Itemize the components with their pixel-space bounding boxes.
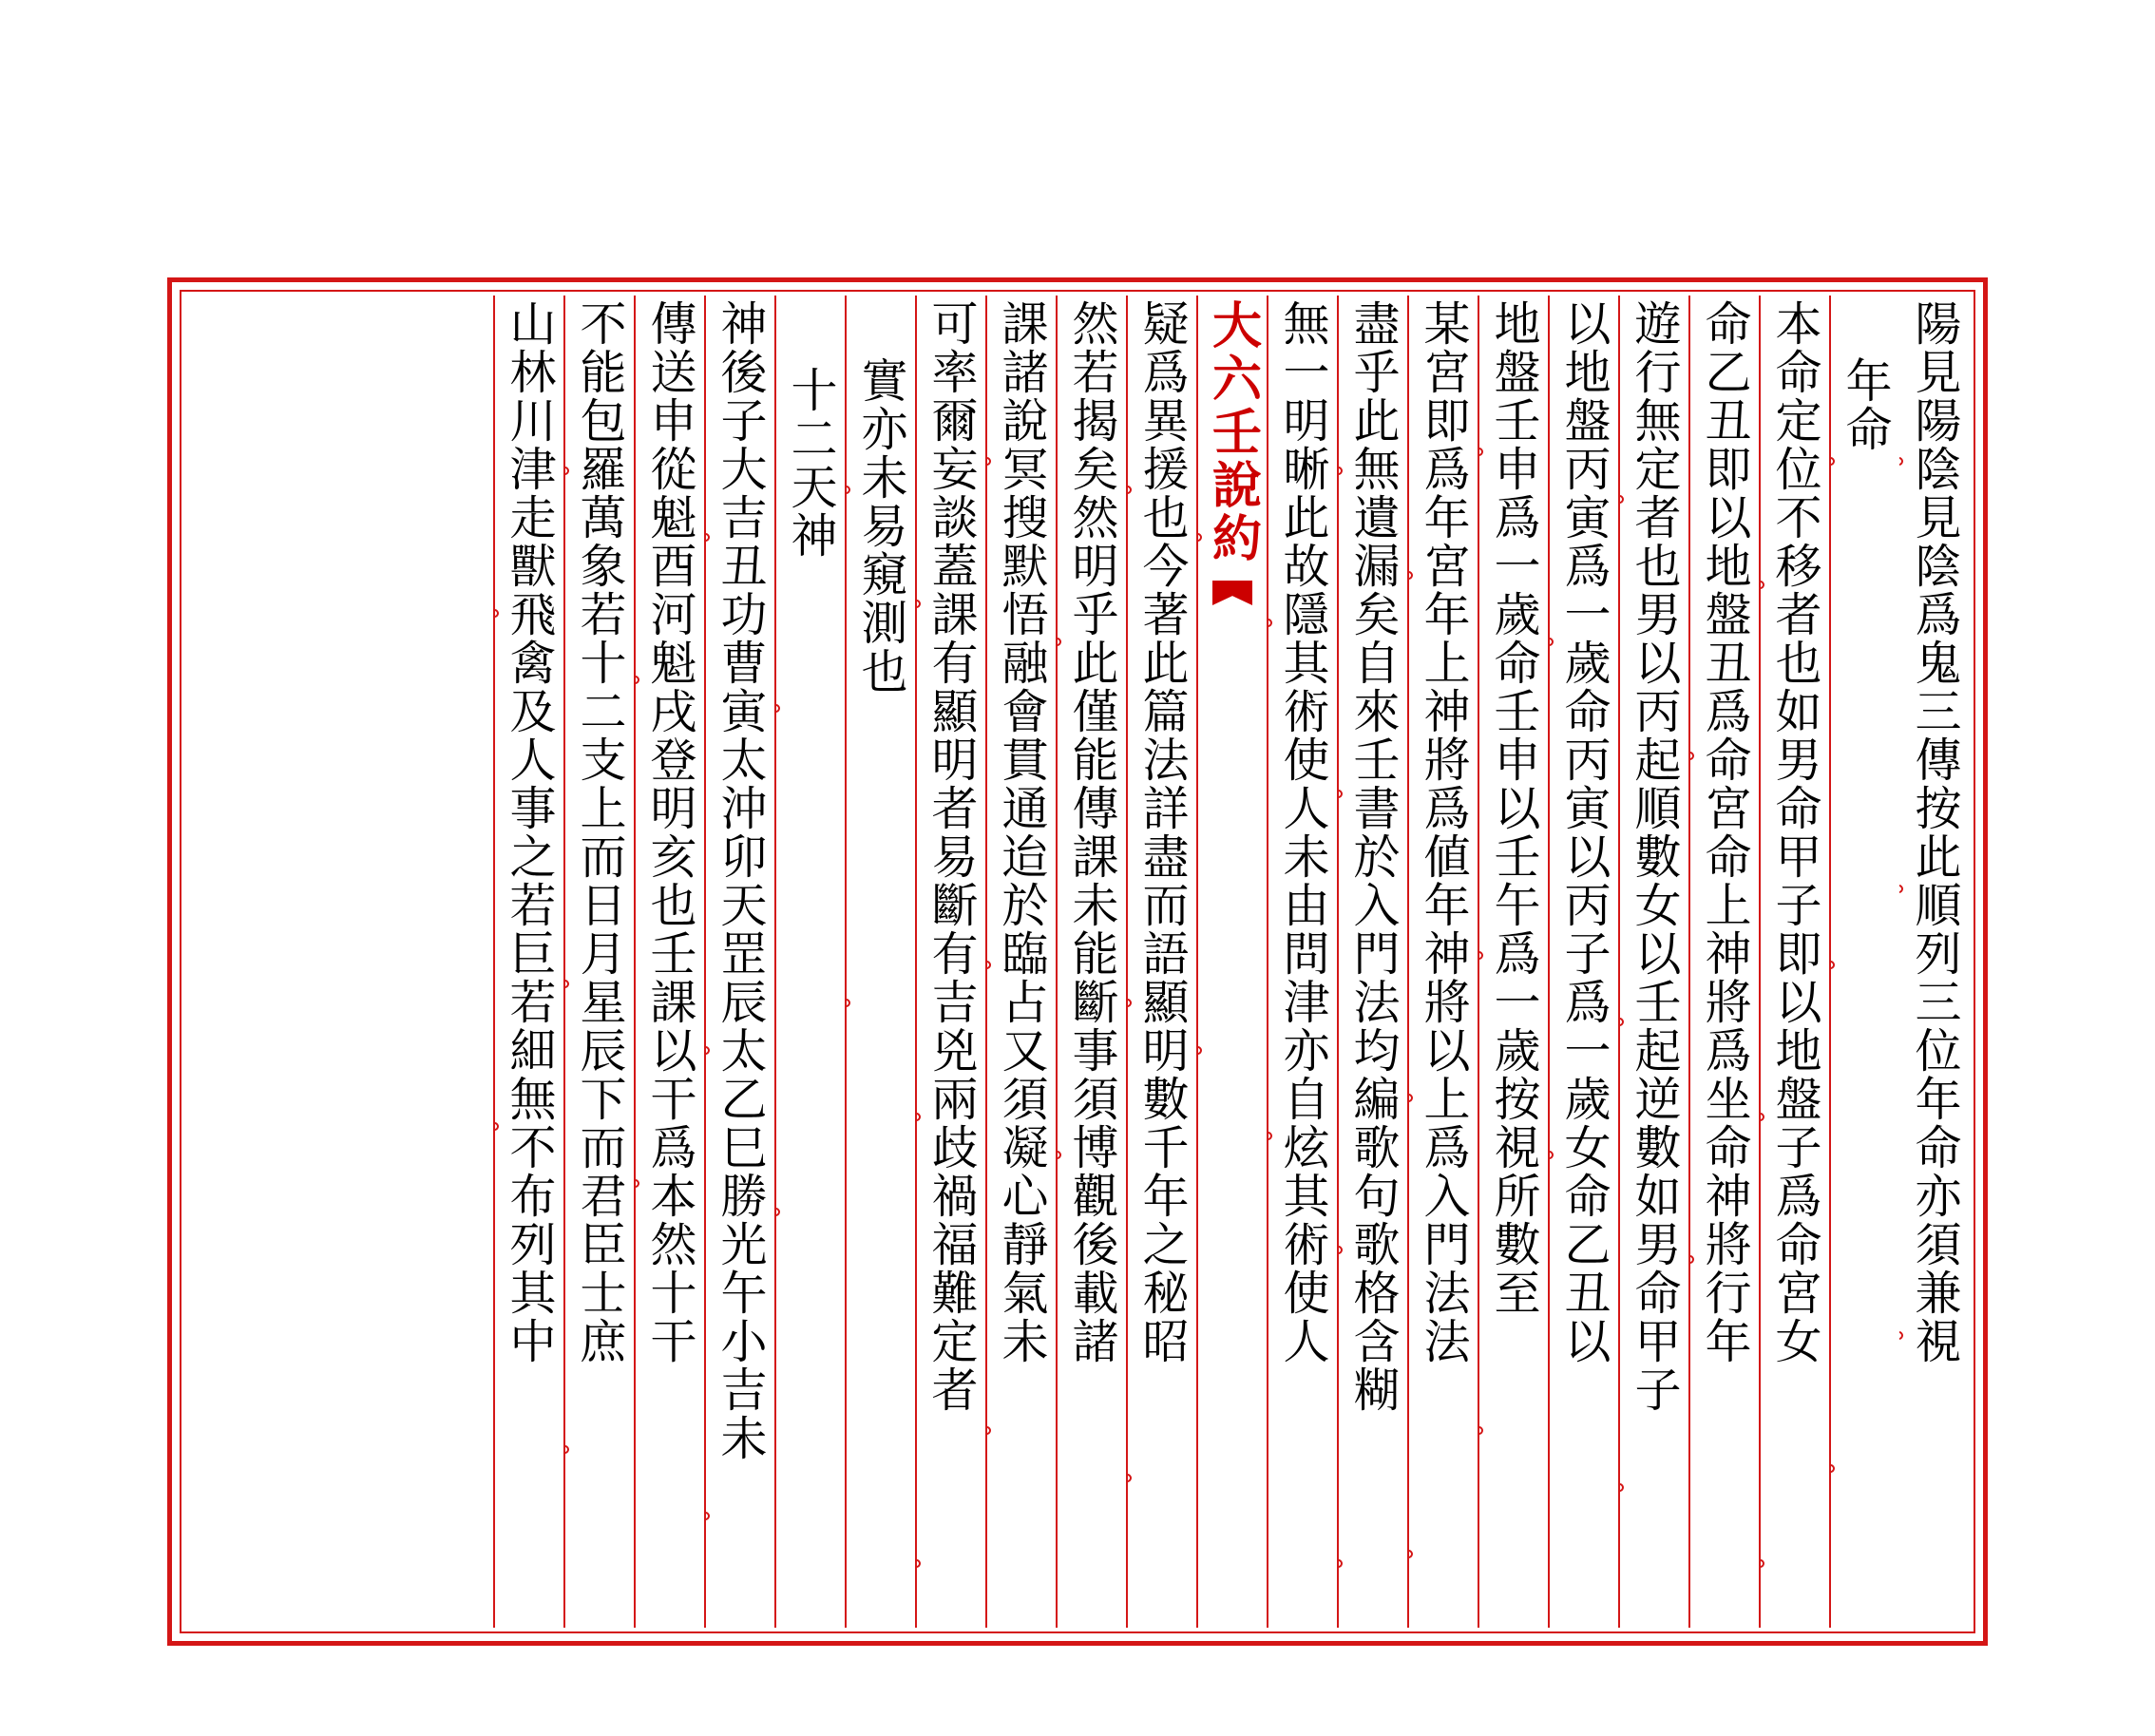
column-text: 實亦未易窺測也 [853,356,908,696]
text-column [1759,296,1829,1628]
page-border-frame [167,277,1988,1646]
registration-dot [1337,467,1343,475]
registration-dot [493,1122,499,1131]
registration-dot [985,457,991,466]
registration-dot [1056,1151,1061,1159]
registration-dot [1618,1018,1624,1026]
column-text: 盡乎此無遺漏矣自來壬書於入門法均編歌句歌格含糊 [1345,299,1401,1414]
registration-dot [1829,961,1835,969]
text-column [1407,296,1478,1628]
registration-dot [1126,486,1132,494]
column-text: 命乙丑即以地盤丑爲命宮命上神將爲坐命神將行年 [1697,299,1752,1365]
registration-dot [704,533,710,542]
registration-dot [1759,1559,1764,1568]
column-text: 課諸說冥搜默悟融會貫通迨於臨占又須凝心靜氣未 [994,299,1049,1365]
column-text: 遊行無定者也男以丙起順數女以壬起逆數如男命甲子 [1627,299,1682,1414]
heading-column [1196,296,1267,1628]
registration-dot [1267,619,1272,627]
text-column [1688,296,1759,1628]
text-column [563,296,634,1628]
column-text: 以地盤丙寅爲一歲命丙寅以丙子爲一歲女命乙丑以 [1556,299,1611,1365]
registration-dot [774,704,780,713]
column-text: 然若揭矣然明乎此僅能傳課未能斷事須博觀後載諸 [1064,299,1119,1365]
text-column [1618,296,1688,1628]
registration-dot [774,1208,780,1216]
registration-dot [1337,1246,1343,1254]
registration-dot [1407,1094,1413,1102]
text-column [1126,296,1196,1628]
registration-dot [704,1046,710,1055]
registration-dot [704,1512,710,1520]
registration-dot [1478,1426,1483,1435]
column-text: 疑爲異援也今著此篇法詳盡而語顯明數千年之秘昭 [1135,299,1190,1365]
column-text: 山林川津走獸飛禽及人事之若巨若細無不布列其中 [502,299,557,1365]
text-column [634,296,704,1628]
registration-dot [1829,1464,1835,1473]
registration-dot [1337,790,1343,798]
registration-dot [1688,1255,1694,1264]
text-column [985,296,1056,1628]
text-column [774,296,845,1628]
registration-dot [1126,999,1132,1007]
registration-dot [1407,571,1413,580]
registration-dot [915,1559,921,1568]
registration-dot [1196,533,1202,542]
registration-dot [563,467,569,475]
document-title: 大六壬說約 [1203,299,1262,565]
text-column [915,296,985,1628]
registration-dot [845,486,850,494]
registration-dot [563,980,569,988]
registration-dot [1759,581,1764,589]
text-column [1899,296,1970,1628]
registration-dot [1407,1550,1413,1558]
column-text: 地盤壬申爲一歲命壬申以壬午爲一歲按視所數至 [1486,299,1541,1317]
registration-dot [1899,885,1903,893]
text-column [1056,296,1126,1628]
registration-dot [1548,638,1554,646]
registration-dot [1196,1046,1202,1055]
text-column [704,296,774,1628]
text-column-container [185,296,1970,1628]
registration-dot [1126,1474,1132,1482]
text-column [1829,296,1899,1628]
registration-dot [985,961,991,969]
registration-dot [1618,1483,1624,1492]
column-text: 可率爾妄談蓋課有顯明者易斷有吉兇兩歧禍福難定者 [924,299,979,1414]
registration-dot [915,600,921,608]
text-column [845,296,915,1628]
registration-dot [1478,951,1483,960]
text-column [1548,296,1618,1628]
text-column [1337,296,1407,1628]
registration-dot [493,609,499,618]
column-text: 本命定位不移者也如男命甲子即以地盤子爲命宮女 [1767,299,1822,1365]
registration-dot [1618,495,1624,504]
column-text: 某宮即爲年宮年上神將爲値年神將以上爲入門法法 [1416,299,1471,1365]
registration-dot [1267,1132,1272,1140]
column-text: 不能包羅萬象若十二支上而日月星辰下而君臣士庶 [572,299,627,1365]
text-column [1478,296,1548,1628]
column-text: 傳送申從魁酉河魁戌登明亥也壬課以干爲本然十干 [642,299,697,1365]
registration-dot [634,676,639,684]
registration-dot [915,1113,921,1121]
registration-dot [1548,1151,1554,1159]
registration-dot [1759,1113,1764,1121]
text-column [1267,296,1337,1628]
registration-dot [1829,457,1835,466]
column-text: 無一明晰此故隱其術使人未由問津亦自炫其術使人 [1275,299,1330,1365]
text-column [493,296,563,1628]
registration-dot [1688,752,1694,760]
registration-dot [1899,1331,1903,1340]
registration-dot [563,1445,569,1454]
column-text: 十二天神 [783,366,838,560]
column-text: 陽見陽陰見陰爲鬼三傳按此順列三位年命亦須兼視 [1907,299,1962,1365]
registration-dot [634,1179,639,1188]
column-text: 神後子大吉丑功曹寅太沖卯天罡辰太乙巳勝光午小吉未 [713,299,768,1462]
registration-dot [1337,1559,1343,1568]
registration-dot [985,1426,991,1435]
registration-dot [845,999,850,1007]
registration-dot [1056,638,1061,646]
column-text: 年命 [1838,356,1893,453]
registration-dot [1478,448,1483,456]
registration-dot [1899,457,1903,466]
